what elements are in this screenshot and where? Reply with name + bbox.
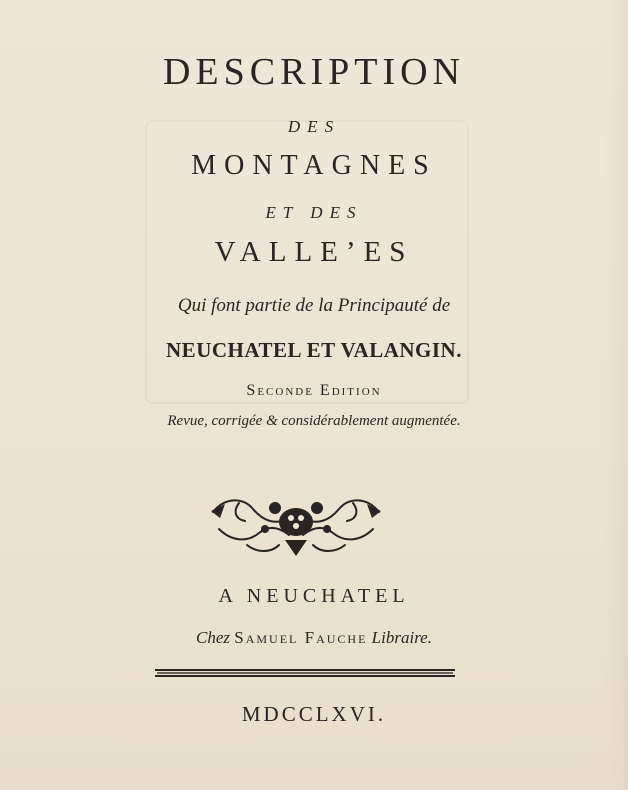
publisher-name: Samuel Fauche: [234, 628, 368, 647]
libraire-word: Libraire.: [371, 628, 432, 647]
book-title: DESCRIPTION: [162, 51, 466, 93]
subtitle-vallees: VALLE’ES: [214, 236, 414, 268]
subtitle-des: DES: [287, 117, 341, 136]
edition-label: Seconde Edition: [246, 382, 382, 399]
subtitle-qui-font: Qui font partie de la Principauté de: [177, 295, 451, 316]
imprint-publisher: [0, 628, 628, 648]
subtitle-et-des: ET DES: [265, 203, 363, 222]
chez-word: Chez: [196, 628, 231, 647]
imprint-place: A NEUCHATEL: [218, 585, 410, 607]
revision-note: Revue, corrigée & considérablement augmentée.: [167, 413, 461, 429]
ornamental-rule: [155, 669, 455, 677]
subtitle-montagnes: MONTAGNES: [191, 150, 437, 181]
publication-year: MDCCLXVI.: [241, 702, 387, 726]
floral-ornament: [205, 485, 387, 559]
region-name: NEUCHATEL ET VALANGIN.: [166, 338, 462, 362]
